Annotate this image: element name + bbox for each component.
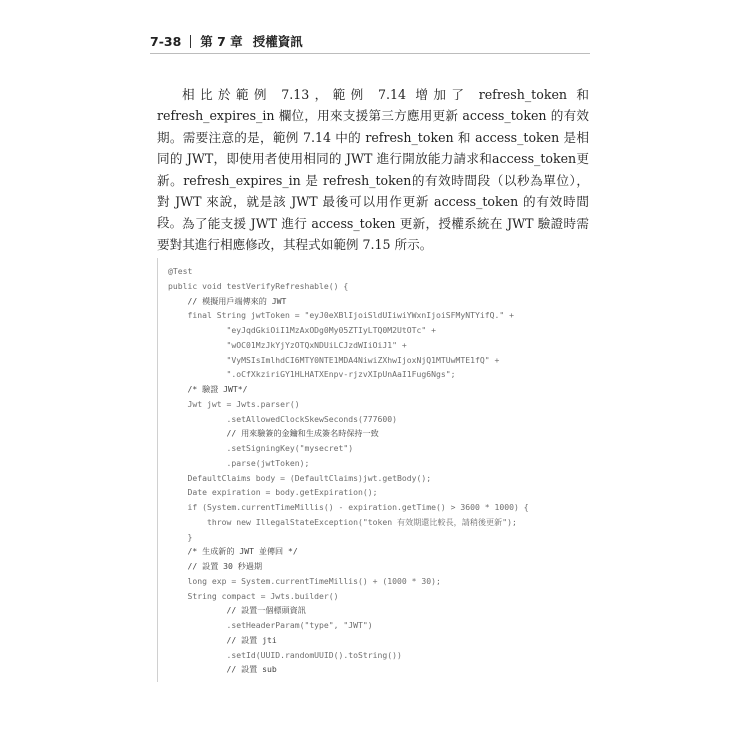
header-rule (150, 53, 590, 54)
code-line: if (System.currentTimeMillis() - expiration.getTime() > 3600 * 1000) { (168, 502, 529, 512)
code-line: DefaultClaims body = (DefaultClaims)jwt.getBody(); (168, 472, 432, 483)
code-line: // 用來驗簽的金鑰和生成簽名時保持一致 (168, 428, 379, 439)
chapter-number: 第 7 章 (200, 34, 243, 49)
code-line: long exp = System.currentTimeMillis() + (1000 * 30); (168, 575, 441, 586)
code-line: .setAllowedClockSkewSeconds(777600) (168, 413, 398, 424)
code-line: String compact = Jwts.builder() (168, 590, 339, 601)
code-line: Jwt jwt = Jwts.parser() (168, 398, 300, 409)
code-line: .setHeaderParam("type", "JWT") (168, 620, 373, 630)
code-listing (157, 258, 591, 682)
code-line: .parse(jwtToken); (168, 457, 310, 468)
page-number: 7-38 (150, 33, 182, 49)
code-line: "VyMSIsImlhdCI6MTY0NTE1MDA4NiwiZXhwIjoxNjQ1MTUwMTE1fQ" + (168, 354, 500, 365)
header-separator (190, 35, 191, 48)
code-block (168, 264, 529, 677)
code-line: Date expiration = body.getExpiration(); (168, 487, 378, 498)
code-line: "eyJqdGkiOiI1MzAxODg0My05ZTIyLTQ0M2UtOTc" + (168, 325, 437, 335)
code-line: /* 生成新的 JWT 並傳回 */ (168, 546, 298, 557)
code-line: public void testVerifyRefreshable() { (168, 280, 349, 291)
code-line: final String jwtToken = "eyJ0eXBlIjoiSldUIiwiYWxnIjoiSFMyNTYifQ." + (168, 310, 514, 321)
code-line: // 設置 30 秒過期 (168, 561, 263, 571)
code-line: throw new IllegalStateException("token 有效期還比較長，請稍後更新"); (168, 516, 517, 527)
code-line: // 模擬用戶端傳來的 JWT (168, 295, 287, 306)
code-line: // 設置 sub (168, 664, 277, 675)
code-line: "wOC01MzJkYjYzOTQxNDUiLCJzdWIiOiJ1" + (168, 339, 407, 350)
chapter-title: 授權資訊 (252, 34, 303, 49)
code-line: /* 驗證 JWT*/ (168, 384, 248, 394)
body-paragraph-2: 為了能支援 JWT 進行 access_token 更新，授權系統在 JWT 驗證時需要對其進行相應修改，其程式如範例 7.15 所示。 (157, 216, 589, 253)
code-line: .setId(UUID.randomUUID().toString()) (168, 649, 402, 660)
body-paragraph-1: 相比於範例 7.13，範例 7.14 增加了 refresh_token 和 refresh_expires_in 欄位，用來支援第三方應用更新 access_token 的有效期。需要注意的是，範例 7.14 中的 refresh_token 和 access_token 是相同的 JWT，即使用者使用相同的 JWT 進行開放能力請求和access_token更新。refresh_expires_in 是 refresh_token的有效時間段（以秒為單位），對 JWT 來說，就是該 JWT 最後可以用作更新 access_token 的有效時間段。 (157, 87, 589, 231)
code-line: .setSigningKey("mysecret") (168, 443, 354, 453)
code-line: } (168, 531, 193, 542)
code-line: ".oCfXkziriGY1HLHATXEnpv-rjzvXIpUnAaI1Fug6Ngs"; (168, 369, 456, 380)
code-line: // 設置 jti (168, 634, 277, 645)
code-line: // 設置一個標頭資訊 (168, 605, 306, 616)
code-line: @Test (168, 266, 193, 276)
running-header (150, 30, 590, 52)
